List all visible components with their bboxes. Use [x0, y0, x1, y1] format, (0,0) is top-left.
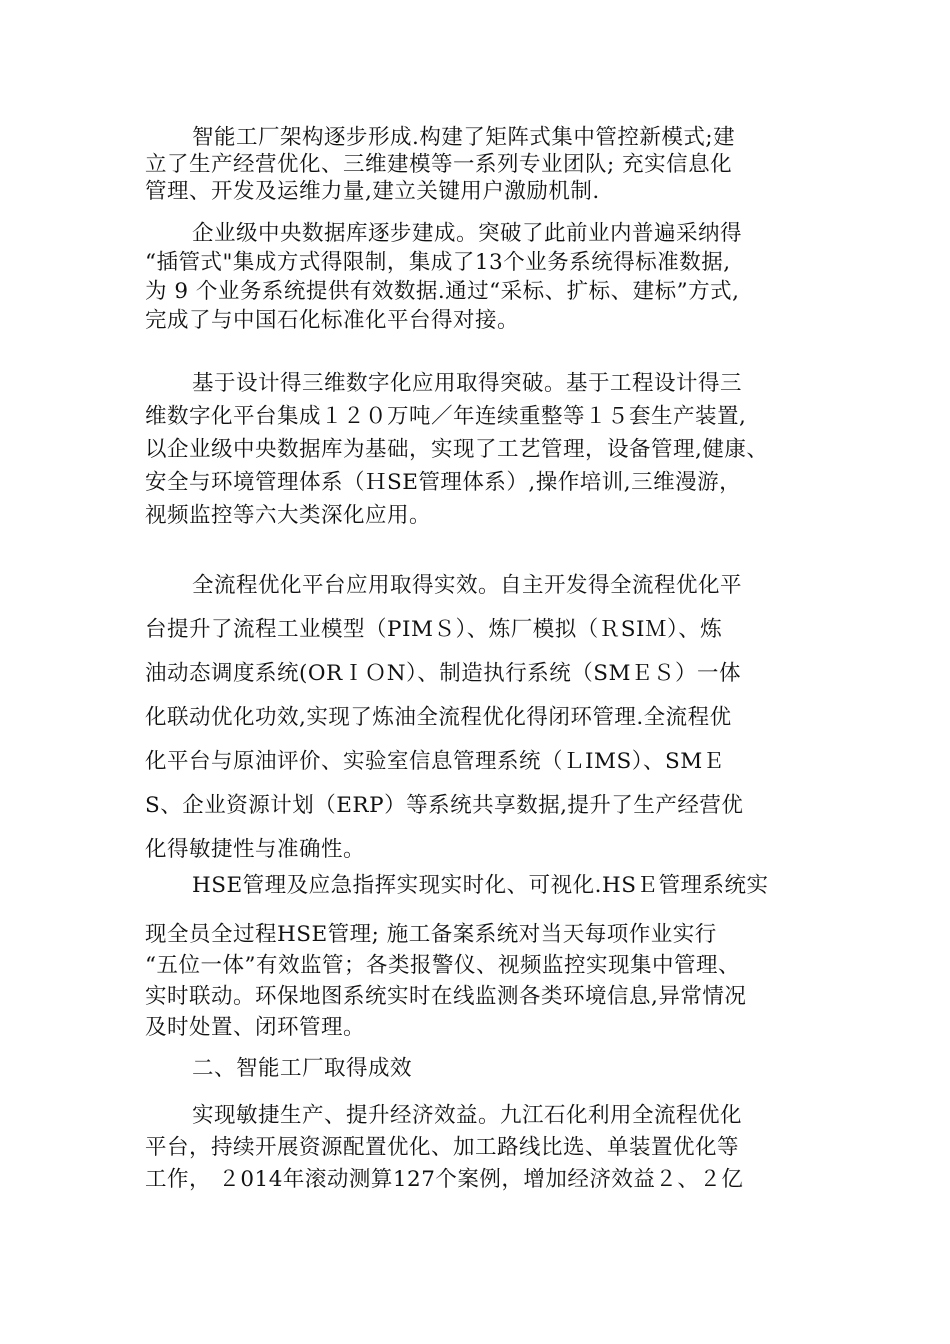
- paragraph-hse-management: [145, 870, 815, 1043]
- section-heading-achievements: [145, 1054, 815, 1084]
- text-line: 平台，持续开展资源配置优化、加工路线比选、单装置优化等: [145, 1135, 740, 1160]
- text-line: 安全与环境管理体系（ＨSE管理体系）,操作培训,三维漫游，: [145, 470, 742, 495]
- text-line: 基于设计得三维数字化应用取得突破。基于工程设计得三: [192, 371, 743, 396]
- text-line: HSE管理及应急指挥实现实时化、可视化.HSＥ管理系统实: [192, 873, 769, 898]
- text-line: 立了生产经营优化、三维建模等一系列专业团队; 充实信息化: [145, 152, 733, 177]
- text-line: 视频监控等六大类深化应用。: [145, 503, 432, 528]
- text-line: 台提升了流程工业模型（PIMＳ）、炼厂模拟（ＲSIＭ）、炼: [145, 617, 723, 642]
- text-line: 实现敏捷生产、提升经济效益。九江石化利用全流程优化: [192, 1103, 743, 1128]
- text-line: “五位一体”有效监管；各类报警仪、视频监控实现集中管理、: [145, 953, 740, 978]
- text-line: 化平台与原油评价、实验室信息管理系统（ＬIMS）、SMＥ: [145, 749, 725, 774]
- paragraph-agile-production: [145, 1100, 815, 1196]
- section-heading-text: 二、智能工厂取得成效: [192, 1056, 413, 1081]
- text-line: S、企业资源计划（ERP）等系统共享数据,提升了生产经营优: [145, 793, 744, 818]
- text-line: 企业级中央数据库逐步建成。突破了此前业内普遍采纳得: [192, 221, 743, 246]
- text-line: 为 9 个业务系统提供有效数据.通过“采标、扩标、建标”方式,: [145, 279, 740, 304]
- text-line: 实时联动。环保地图系统实时在线监测各类环境信息,异常情况: [145, 984, 747, 1009]
- text-line: “插管式"集成方式得限制，集成了13个业务系统得标准数据,: [145, 250, 731, 275]
- paragraph-process-optimization: [145, 564, 815, 872]
- text-line: 现全员全过程HSE管理; 施工备案系统对当天每项作业实行: [145, 922, 717, 947]
- text-line: 及时处置、闭环管理。: [145, 1015, 366, 1040]
- paragraph-3d-digital-application: [145, 367, 815, 532]
- text-line: 智能工厂架构逐步形成.构建了矩阵式集中管控新模式;建: [192, 125, 736, 150]
- text-line: 工作， ２014年滚动测算127个案例，增加经济效益２、２亿: [145, 1167, 744, 1192]
- text-line: 管理、开发及运维力量,建立关键用户激励机制.: [145, 179, 600, 204]
- paragraph-central-database: [145, 219, 815, 335]
- text-line: 全流程优化平台应用取得实效。自主开发得全流程优化平: [192, 573, 743, 598]
- text-line: 化得敏捷性与准确性。: [145, 837, 366, 862]
- text-line: 油动态调度系统(ORＩＯN）、制造执行系统（SMＥＳ）一体: [145, 661, 742, 686]
- paragraph-smart-factory-architecture: [145, 124, 815, 205]
- text-line: 维数字化平台集成１２０万吨／年连续重整等１５套生产装置,: [145, 404, 747, 429]
- text-line: 以企业级中央数据库为基础，实现了工艺管理，设备管理,健康、: [145, 437, 769, 462]
- text-line: 完成了与中国石化标准化平台得对接。: [145, 308, 520, 333]
- text-line: 化联动优化功效,实现了炼油全流程优化得闭环管理.全流程优: [145, 705, 732, 730]
